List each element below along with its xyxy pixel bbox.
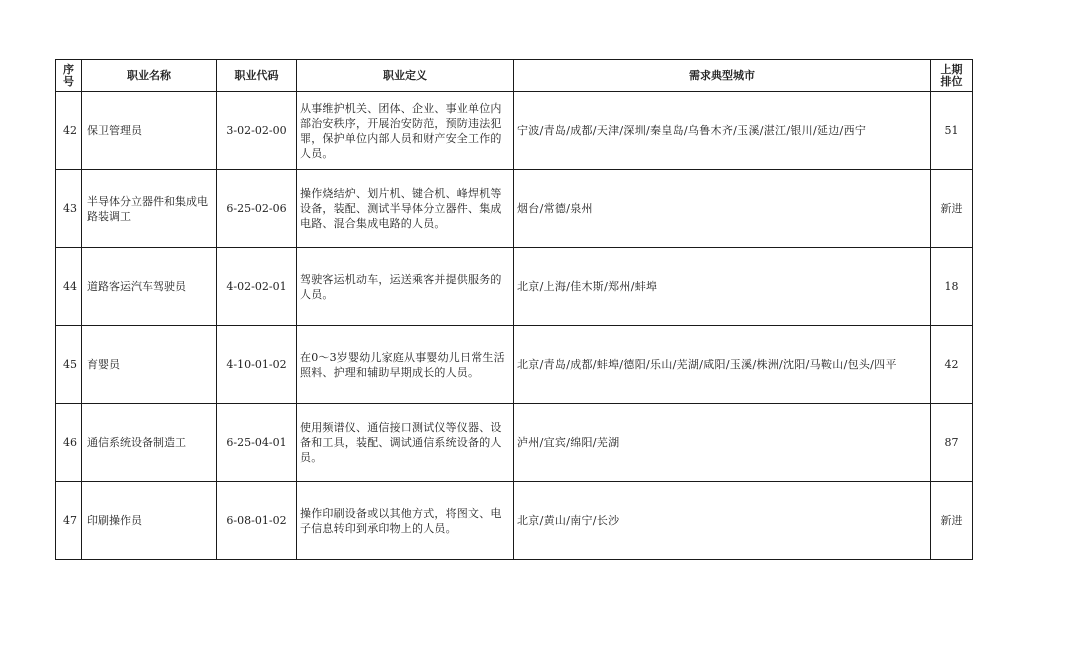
cell-definition: 从事维护机关、团体、企业、事业单位内部治安秩序，开展治安防范，预防违法犯罪，保护单位内部人员和财产安全工作的人员。 [297, 92, 514, 170]
cell-cities: 北京/上海/佳木斯/郑州/蚌埠 [514, 248, 931, 326]
cell-last-rank: 51 [931, 92, 973, 170]
cell-last-rank: 42 [931, 326, 973, 404]
table-header-row [56, 60, 973, 92]
cell-occupation-name: 通信系统设备制造工 [82, 404, 217, 482]
table-row [56, 248, 973, 326]
cell-occupation-code: 6-25-04-01 [217, 404, 297, 482]
cell-occupation-code: 6-25-02-06 [217, 170, 297, 248]
cell-no: 47 [56, 482, 82, 560]
cell-occupation-name: 育婴员 [82, 326, 217, 404]
cell-occupation-name: 保卫管理员 [82, 92, 217, 170]
cell-occupation-name: 印刷操作员 [82, 482, 217, 560]
cell-cities: 北京/青岛/成都/蚌埠/德阳/乐山/芜湖/咸阳/玉溪/株洲/沈阳/马鞍山/包头/四平 [514, 326, 931, 404]
cell-no: 43 [56, 170, 82, 248]
cell-cities: 烟台/常德/泉州 [514, 170, 931, 248]
header-cities: 需求典型城市 [514, 60, 931, 92]
table-row [56, 170, 973, 248]
cell-occupation-code: 6-08-01-02 [217, 482, 297, 560]
cell-no: 46 [56, 404, 82, 482]
cell-no: 42 [56, 92, 82, 170]
cell-last-rank: 18 [931, 248, 973, 326]
cell-definition: 使用频谱仪、通信接口测试仪等仪器、设备和工具，装配、调试通信系统设备的人员。 [297, 404, 514, 482]
cell-cities: 北京/黄山/南宁/长沙 [514, 482, 931, 560]
table-row [56, 92, 973, 170]
table-row [56, 404, 973, 482]
header-name: 职业名称 [82, 60, 217, 92]
cell-cities: 泸州/宜宾/绵阳/芜湖 [514, 404, 931, 482]
occupation-table [55, 59, 973, 560]
cell-occupation-code: 4-02-02-01 [217, 248, 297, 326]
cell-definition: 操作印刷设备或以其他方式，将图文、电子信息转印到承印物上的人员。 [297, 482, 514, 560]
cell-occupation-name: 半导体分立器件和集成电路装调工 [82, 170, 217, 248]
table-row [56, 482, 973, 560]
cell-cities: 宁波/青岛/成都/天津/深圳/秦皇岛/乌鲁木齐/玉溪/湛江/银川/延边/西宁 [514, 92, 931, 170]
header-no [56, 60, 82, 92]
header-no-text: 序号 [63, 62, 74, 88]
header-last-rank [931, 60, 973, 92]
cell-occupation-code: 4-10-01-02 [217, 326, 297, 404]
cell-definition: 在0～3岁婴幼儿家庭从事婴幼儿日常生活照料、护理和辅助早期成长的人员。 [297, 326, 514, 404]
cell-no: 44 [56, 248, 82, 326]
header-code: 职业代码 [217, 60, 297, 92]
cell-last-rank: 新进 [931, 170, 973, 248]
cell-definition: 操作烧结炉、划片机、键合机、峰焊机等设备，装配、测试半导体分立器件、集成电路、混合集成电路的人员。 [297, 170, 514, 248]
cell-last-rank: 87 [931, 404, 973, 482]
cell-definition: 驾驶客运机动车，运送乘客并提供服务的人员。 [297, 248, 514, 326]
cell-occupation-name: 道路客运汽车驾驶员 [82, 248, 217, 326]
cell-occupation-code: 3-02-02-00 [217, 92, 297, 170]
cell-last-rank: 新进 [931, 482, 973, 560]
header-definition: 职业定义 [297, 60, 514, 92]
table-row [56, 326, 973, 404]
header-last-rank-text: 上期排位 [940, 62, 963, 88]
cell-no: 45 [56, 326, 82, 404]
